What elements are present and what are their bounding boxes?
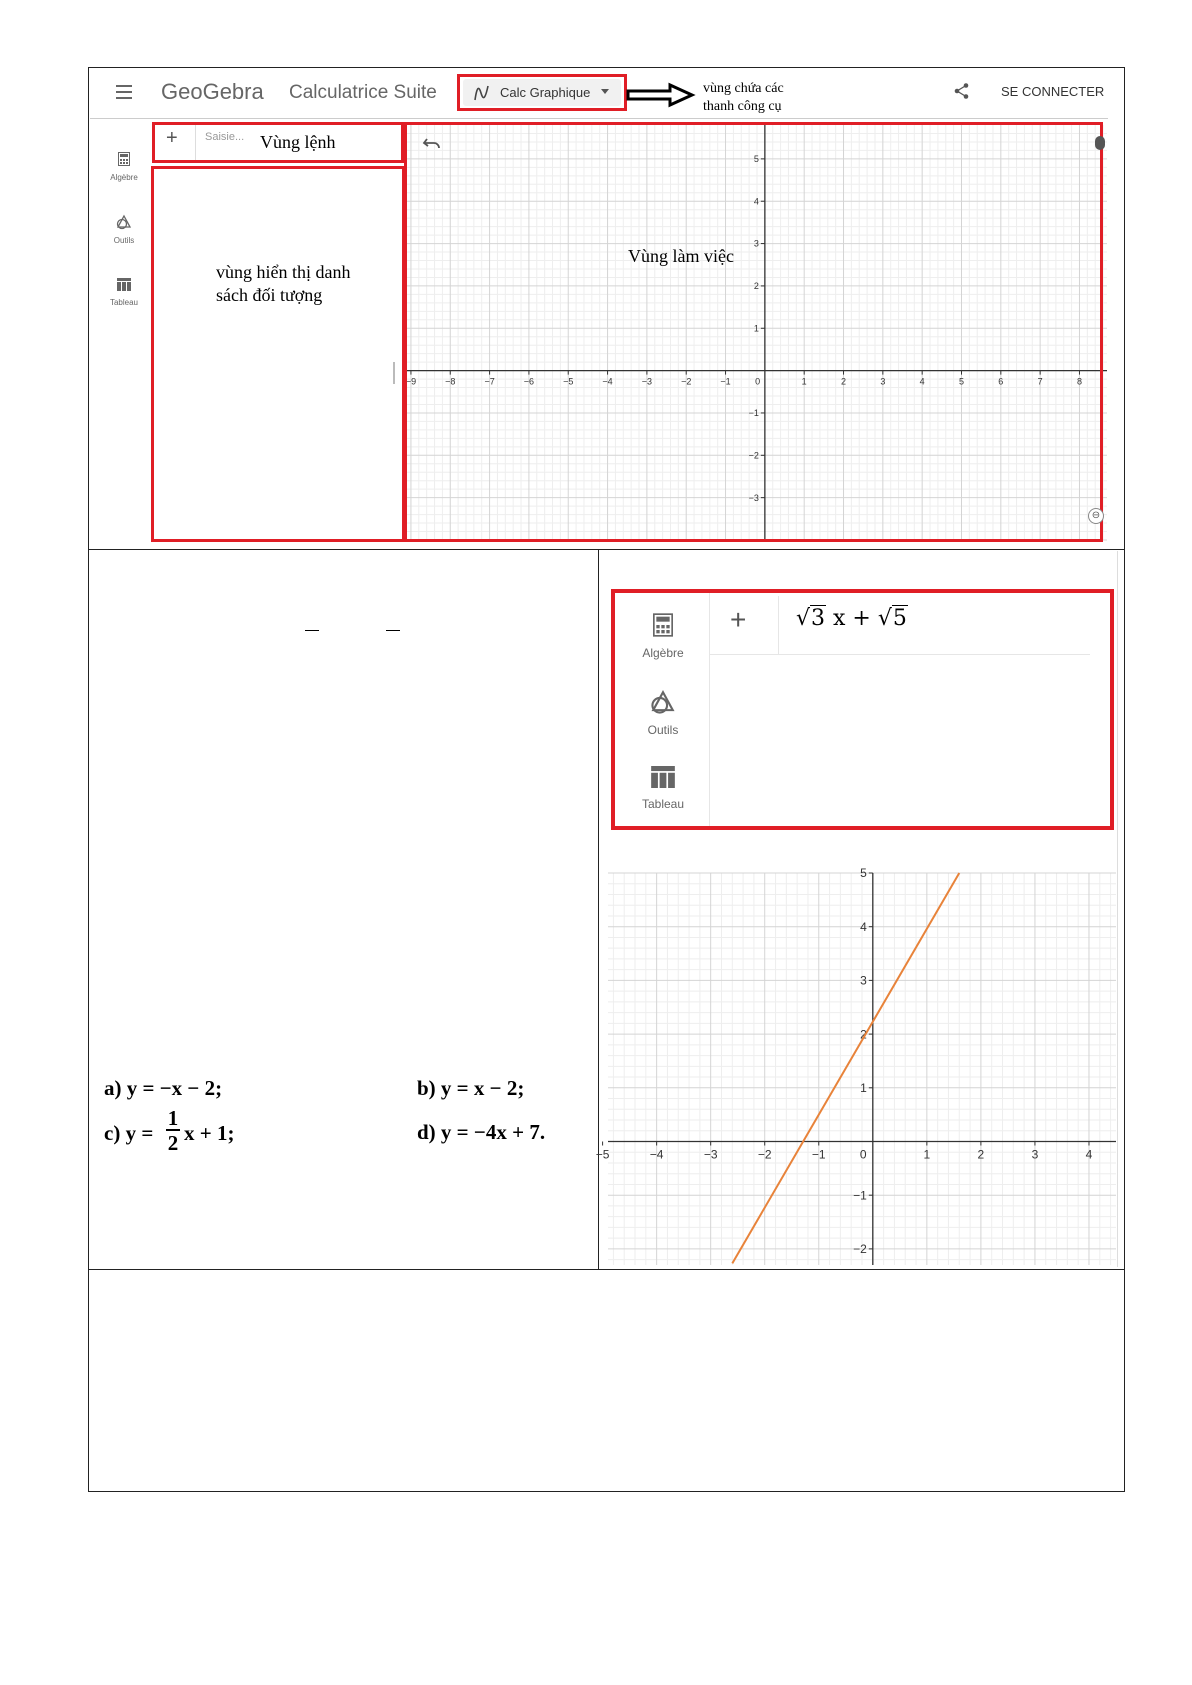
calculator-icon — [118, 152, 130, 166]
x-tick-label: −6 — [523, 376, 535, 387]
x-tick-label: −8 — [445, 376, 456, 387]
sidebar-item-label: Outils — [113, 236, 135, 245]
right-panel-edge — [1117, 551, 1118, 1267]
graphics-annotation-box — [404, 122, 1103, 542]
share-icon[interactable] — [953, 82, 971, 100]
x-tick-label: 4 — [1085, 1147, 1093, 1162]
shapes-icon — [116, 215, 132, 229]
y-tick-label: 2 — [860, 1027, 867, 1042]
exercise-a: a) y = −x − 2; — [104, 1076, 223, 1100]
mode-label: Calc Graphique — [500, 85, 591, 100]
toolbar-annotation-line-1: vùng chứa các — [703, 81, 784, 96]
resize-handle[interactable] — [393, 362, 395, 384]
add-icon[interactable]: + — [730, 604, 747, 635]
add-icon[interactable]: + — [166, 127, 178, 149]
x-tick-label: 5 — [958, 376, 965, 387]
x-tick-label: −3 — [641, 376, 653, 387]
login-button[interactable]: SE CONNECTER — [1001, 84, 1105, 99]
y-tick-label: 4 — [860, 919, 867, 934]
x-tick-label: 3 — [880, 376, 886, 387]
app-name: GeoGebra — [161, 79, 264, 104]
faint-fraction-bar — [386, 630, 400, 631]
x-tick-label: −2 — [681, 376, 692, 387]
calculator-icon — [653, 613, 673, 637]
x-tick-label: 3 — [1031, 1147, 1039, 1162]
y-tick-label: −1 — [748, 408, 759, 419]
exercise-c-fraction — [166, 1107, 180, 1155]
sidebar-item-tableau[interactable] — [94, 278, 154, 307]
y-tick-label: −3 — [748, 492, 759, 503]
x-tick-label: −7 — [484, 376, 495, 387]
expression-middle: x + — [833, 606, 871, 631]
graphics-annotation: Vùng làm việc — [628, 246, 734, 266]
x-tick-label: 0 — [859, 1147, 867, 1162]
arrow-right-icon — [626, 83, 696, 107]
sqrt-radicand: 3 — [811, 606, 826, 631]
table-icon — [651, 766, 675, 788]
x-tick-label: −5 — [563, 376, 574, 387]
algebra-annotation-box — [151, 166, 405, 542]
function-graph-line — [732, 873, 959, 1263]
input-placeholder[interactable]: Saisie... — [205, 131, 245, 143]
faint-fraction-bar — [305, 630, 319, 631]
input-divider — [778, 596, 779, 654]
x-tick-label: 6 — [998, 376, 1004, 387]
sidebar-item-label: Tableau — [109, 298, 139, 307]
y-tick-label: 2 — [753, 281, 759, 292]
exercise-b: b) y = x − 2; — [417, 1076, 525, 1100]
x-tick-label: 2 — [841, 376, 847, 387]
sidebar-item-label: Tableau — [641, 797, 685, 811]
x-tick-label: 0 — [755, 376, 761, 387]
algebra-annotation-line-1: vùng hiển thị danh — [216, 262, 351, 282]
sqrt-radicand: 5 — [892, 606, 907, 631]
sidebar-item-outils[interactable] — [633, 690, 693, 737]
sidebar-item-algebre[interactable] — [633, 613, 693, 660]
sqrt-icon: √ — [877, 606, 892, 631]
input-divider — [195, 125, 196, 160]
chevron-down-icon — [601, 89, 609, 94]
x-tick-label: −9 — [405, 376, 417, 387]
y-tick-label: −2 — [853, 1242, 867, 1257]
sidebar-item-algebre[interactable] — [94, 152, 154, 182]
fraction-denominator: 2 — [167, 1131, 179, 1155]
expression-input[interactable] — [796, 606, 908, 631]
exercise-d: d) y = −4x + 7. — [417, 1120, 546, 1144]
x-tick-label: −5 — [595, 1147, 610, 1162]
undo-icon[interactable] — [423, 136, 441, 150]
y-tick-label: 1 — [753, 323, 759, 334]
x-tick-label: 7 — [1037, 376, 1043, 387]
function-graph-icon — [473, 84, 491, 102]
y-tick-label: 3 — [860, 973, 867, 988]
x-tick-label: 1 — [801, 376, 807, 387]
x-tick-label: −3 — [703, 1147, 718, 1162]
row-divider-2 — [88, 1269, 1125, 1270]
suite-name: Calculatrice Suite — [289, 82, 437, 103]
sidebar-item-outils[interactable] — [94, 215, 154, 245]
y-tick-label: 3 — [753, 238, 759, 249]
exercise-c-prefix: c) y = — [104, 1121, 154, 1145]
sidebar-item-label: Algèbre — [642, 646, 684, 660]
mode-dropdown[interactable] — [463, 79, 621, 106]
sidebar-item-tableau[interactable] — [633, 766, 693, 811]
y-tick-label: −1 — [853, 1188, 867, 1203]
shapes-icon — [650, 690, 676, 714]
y-tick-label: 4 — [753, 196, 759, 207]
y-tick-label: 1 — [860, 1080, 867, 1095]
table-icon — [117, 278, 131, 291]
input-annotation: Vùng lệnh — [260, 132, 336, 152]
x-tick-label: −4 — [649, 1147, 664, 1162]
x-tick-label: −2 — [757, 1147, 772, 1162]
menu-icon[interactable] — [116, 85, 132, 99]
settings-icon[interactable] — [1095, 136, 1105, 150]
sidebar-item-label: Outils — [647, 723, 679, 737]
y-tick-label: 5 — [860, 866, 867, 881]
y-tick-label: −2 — [748, 450, 759, 461]
sqrt-icon: √ — [796, 606, 811, 631]
header-bottom-line — [90, 118, 1108, 119]
y-tick-label: 5 — [753, 154, 759, 165]
toolbar-annotation-line-2: thanh công cụ — [703, 99, 782, 114]
x-tick-label: −1 — [811, 1147, 826, 1162]
x-tick-label: −4 — [602, 376, 613, 387]
fraction-numerator: 1 — [167, 1106, 179, 1130]
x-tick-label: 4 — [919, 376, 925, 387]
x-tick-label: 8 — [1076, 376, 1082, 387]
x-tick-label: −1 — [720, 376, 731, 387]
row-divider-1 — [88, 549, 1125, 550]
algebra-annotation-line-2: sách đối tượng — [216, 285, 323, 305]
graphics-view-2[interactable] — [595, 866, 1116, 1265]
zoom-icon[interactable]: ⊖ — [1088, 508, 1104, 524]
input-row-line — [710, 654, 1090, 655]
sidebar-item-label: Algèbre — [110, 173, 138, 182]
x-tick-label: 2 — [977, 1147, 985, 1162]
x-tick-label: 1 — [923, 1147, 931, 1162]
exercise-c-suffix: x + 1; — [184, 1121, 235, 1145]
